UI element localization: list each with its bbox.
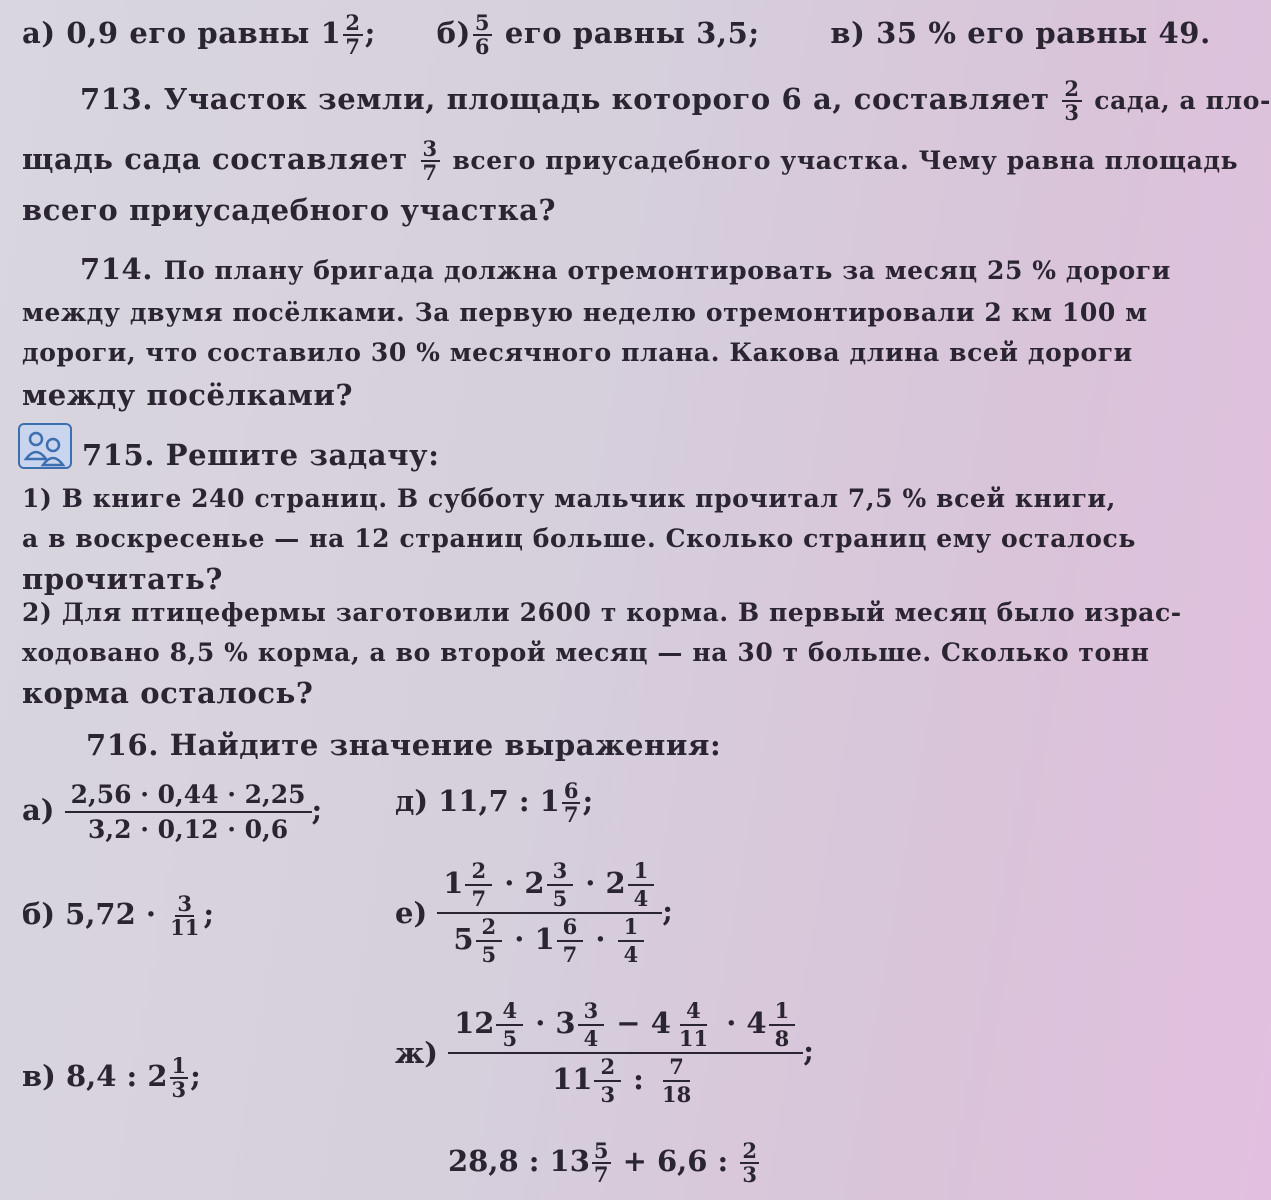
problem-714-line4: между посёлками?	[22, 378, 354, 412]
top-a: а) 0,9 его равны 1	[22, 16, 342, 50]
expression-a: а) $\frac{2,56 \cdot 0,44 \cdot 2,25}{3,2 \cdot 0,12 \cdot 0,6}$ ;	[22, 780, 323, 844]
text: Решите задачу:	[165, 438, 440, 472]
fraction: $\frac{1}{3}$	[171, 1053, 187, 1102]
text: всего приусадебного участка. Чему равна площадь	[452, 146, 1239, 175]
problem-714-line2: между двумя посёлками. За первую неделю отремонтировали 2 км 100 м	[22, 298, 1148, 327]
problem-714-line1	[80, 252, 1171, 286]
expression-e: е) 1 $\frac{2}{7}$ · 2 $\frac{3}{5}$ · 2 $\frac{1}{4}$ 5 $\frac{2}{5}$ · 1 $\frac{6}{7}$ · $\frac{1}{4}$ ;	[395, 858, 673, 967]
problem-715-line5: ходовано 8,5 % корма, а во второй месяц — на 30 т больше. Сколько тонн	[22, 638, 1150, 667]
problem-714-line3: дороги, что составило 30 % месячного плана. Какова длина всей дороги	[22, 338, 1133, 367]
label: а)	[22, 793, 55, 827]
label: б) 5,72 ·	[22, 897, 156, 931]
problem-715-line2: а в воскресенье — на 12 страниц больше. Сколько страниц ему осталось	[22, 524, 1136, 553]
problem-713-line2	[22, 138, 1238, 184]
expression-zh: ж) 12 $\frac{4}{5}$ · 3 $\frac{3}{4}$ − 4 $\frac{4}{11}$ · 4 $\frac{1}{8}$ 11 $\frac{2}{3}$ : $\frac{7}{18}$ ;	[395, 998, 814, 1107]
expression-bottom: 28,8 : 13 $\frac{5}{7}$ + 6,6 : $\frac{2}{3}$	[448, 1138, 757, 1187]
fraction: $\frac{3}{7}$	[422, 136, 438, 185]
text: По плану бригада должна отремонтировать за месяц 25 % дороги	[163, 256, 1171, 285]
group-work-icon	[18, 423, 72, 469]
top-v: в) 35 % его равны 49.	[830, 16, 1211, 50]
top-b-tail: его равны 3,5;	[504, 16, 760, 50]
expression-v: в) 8,4 : 2 $\frac{1}{3}$ ;	[22, 1053, 201, 1102]
text: щадь сада составляет	[22, 142, 408, 176]
text: 28,8 : 13	[448, 1144, 590, 1178]
problem-716-title	[86, 728, 721, 762]
problem-713-line1	[80, 78, 1271, 124]
problem-number: 714.	[80, 252, 154, 286]
text: Найдите значение выражения:	[169, 728, 722, 762]
label: в) 8,4 : 2	[22, 1059, 168, 1093]
fraction: $\frac{2}{3}$	[1064, 76, 1080, 125]
problem-715-line1: 1) В книге 240 страниц. В субботу мальчик прочитал 7,5 % всей книги,	[22, 484, 1116, 513]
fraction: $\frac{2,56 \cdot 0,44 \cdot 2,25}{3,2 \cdot 0,12 \cdot 0,6}$	[65, 780, 312, 844]
expression-b: б) 5,72 · $\frac{3}{11}$ ;	[22, 891, 215, 940]
top-b: б)	[436, 16, 471, 50]
problem-715-line4: 2) Для птицефермы заготовили 2600 т корма. В первый месяц было израс-	[22, 598, 1182, 627]
fraction: 12 $\frac{4}{5}$ · 3 $\frac{3}{4}$ − 4 $\frac{4}{11}$ · 4 $\frac{1}{8}$ 11 $\frac{2}{3}$ : $\frac{7}{18}$	[448, 1000, 803, 1106]
text: сада, а пло-	[1094, 86, 1271, 115]
fraction: $\frac{2}{7}$	[345, 10, 361, 59]
fraction: $\frac{3}{11}$	[170, 891, 200, 940]
label: е)	[395, 896, 428, 930]
label: ж)	[395, 1036, 439, 1070]
label: д) 11,7 : 1	[395, 784, 560, 818]
fraction: $\frac{5}{6}$	[474, 10, 491, 59]
problem-715-line6: корма осталось?	[22, 676, 314, 710]
problem-715-title	[82, 438, 440, 472]
fraction: $\frac{6}{7}$	[563, 778, 579, 827]
expression-d: д) 11,7 : 1 $\frac{6}{7}$ ;	[395, 778, 594, 827]
problem-713-line3: всего приусадебного участка?	[22, 193, 557, 227]
problem-number: 716.	[86, 728, 160, 762]
text: Участок земли, площадь которого 6 а, составляет	[163, 82, 1050, 116]
problem-715-line3: прочитать?	[22, 562, 223, 596]
problem-number: 715.	[82, 438, 156, 472]
problem-number: 713.	[80, 82, 154, 116]
top-line: а) 0,9 его равны 1 $\frac{2}{7}$ ; б) $\frac{5}{6}$ его равны 3,5; в) 35 % его равны 49.	[22, 10, 1211, 59]
fraction: 1 $\frac{2}{7}$ · 2 $\frac{3}{5}$ · 2 $\frac{1}{4}$ 5 $\frac{2}{5}$ · 1 $\frac{6}{7}$ · $\frac{1}{4}$	[437, 860, 662, 966]
